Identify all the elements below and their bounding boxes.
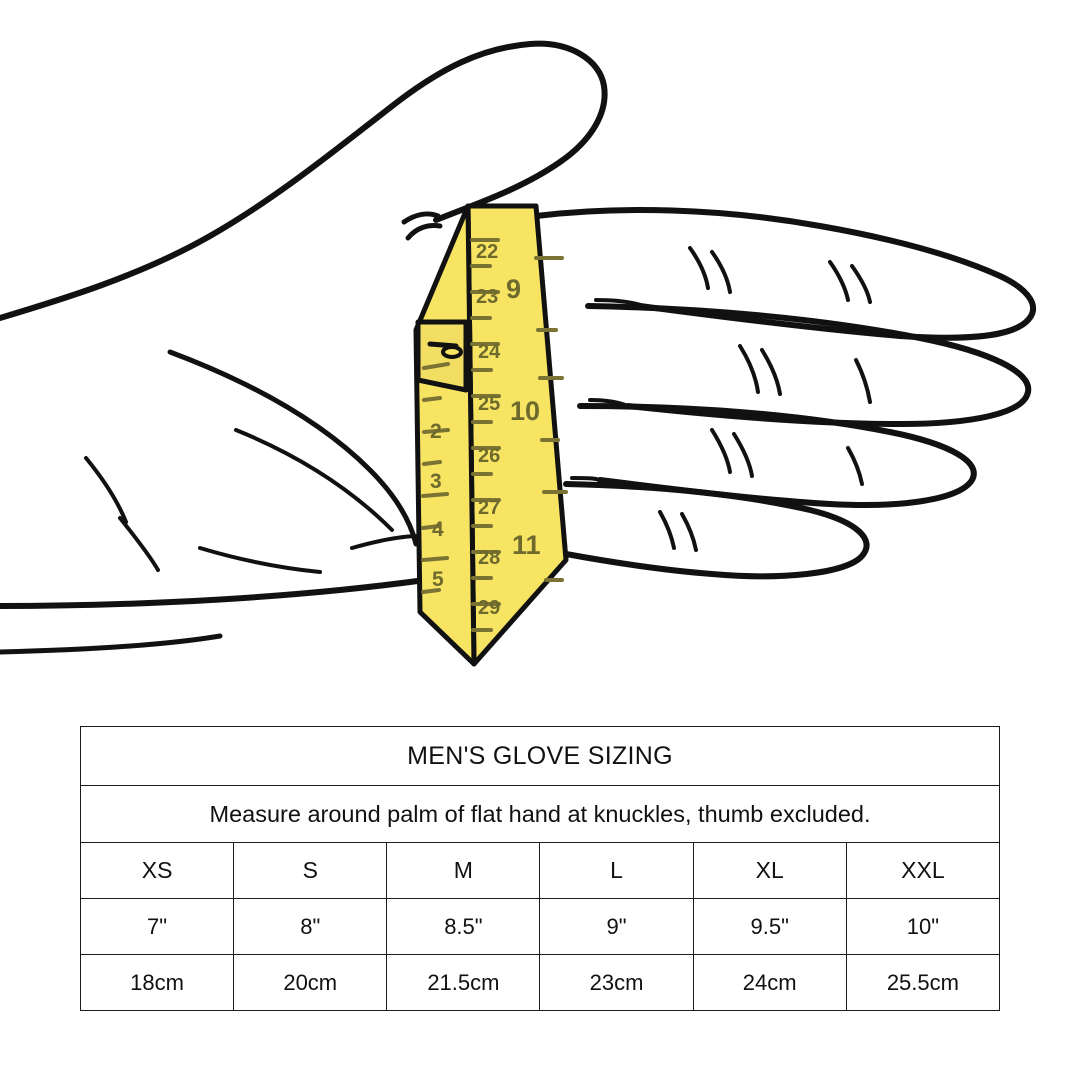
inches-xxl: 10" — [846, 899, 999, 955]
svg-text:2: 2 — [430, 420, 442, 443]
table-subtitle: Measure around palm of flat hand at knuckles, thumb excluded. — [81, 786, 1000, 843]
inches-xs: 7" — [81, 899, 234, 955]
svg-text:28: 28 — [478, 547, 501, 569]
tape-measure-band — [416, 206, 566, 664]
cm-m: 21.5cm — [387, 955, 540, 1011]
inches-s: 8" — [234, 899, 387, 955]
size-label-m: M — [387, 843, 540, 899]
glove-sizing-table — [80, 726, 1000, 1011]
svg-text:5: 5 — [432, 568, 444, 591]
svg-text:10: 10 — [510, 396, 541, 426]
cm-l: 23cm — [540, 955, 693, 1011]
size-label-l: L — [540, 843, 693, 899]
cm-s: 20cm — [234, 955, 387, 1011]
table-row-sizes — [81, 843, 1000, 899]
table-row-centimeters — [81, 955, 1000, 1011]
table-row-subtitle — [81, 786, 1000, 843]
svg-text:24: 24 — [478, 341, 501, 363]
svg-text:26: 26 — [478, 445, 501, 467]
cm-xxl: 25.5cm — [846, 955, 999, 1011]
size-label-xxl: XXL — [846, 843, 999, 899]
inches-m: 8.5" — [387, 899, 540, 955]
svg-text:29: 29 — [478, 597, 501, 619]
size-label-xs: XS — [81, 843, 234, 899]
table-row-title — [81, 727, 1000, 786]
svg-text:23: 23 — [476, 286, 499, 308]
cm-xs: 18cm — [81, 955, 234, 1011]
svg-text:4: 4 — [432, 518, 444, 541]
size-label-xl: XL — [693, 843, 846, 899]
svg-text:25: 25 — [478, 393, 501, 415]
inches-xl: 9.5" — [693, 899, 846, 955]
svg-text:3: 3 — [430, 470, 442, 493]
size-label-s: S — [234, 843, 387, 899]
svg-text:27: 27 — [478, 497, 501, 519]
table-row-inches — [81, 899, 1000, 955]
cm-xl: 24cm — [693, 955, 846, 1011]
svg-text:9: 9 — [506, 274, 522, 304]
svg-text:22: 22 — [476, 241, 499, 263]
svg-text:11: 11 — [512, 530, 541, 560]
table-title: MEN'S GLOVE SIZING — [81, 727, 1000, 786]
inches-l: 9" — [540, 899, 693, 955]
